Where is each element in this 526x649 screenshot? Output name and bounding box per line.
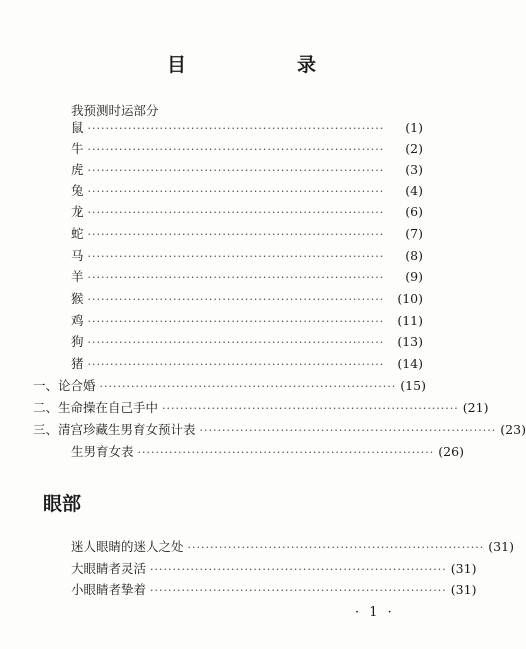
page-title: 目 录 <box>166 54 362 76</box>
toc-entry-page: (23) <box>500 422 526 437</box>
toc-entry <box>71 581 477 599</box>
leader-dots: ·································································· <box>99 380 397 393</box>
toc-entry-label: 一、论合婚 <box>33 378 96 393</box>
leader-dots: ·································································· <box>150 563 447 576</box>
toc-entry-page: (14) <box>397 356 423 371</box>
toc-entry-page: (9) <box>405 269 423 284</box>
toc-entry-page: (13) <box>397 334 423 349</box>
leader-dots: ·································································· <box>199 424 497 437</box>
leader-dots: ·································································· <box>87 164 385 177</box>
toc-entry <box>33 399 489 417</box>
chapter-heading: 眼部 <box>43 493 82 515</box>
toc-entry <box>71 312 423 330</box>
toc-entry-label: 生男育女表 <box>71 444 134 459</box>
toc-entry-label: 蛇 <box>71 226 84 241</box>
toc-entry-label: 三、清宫珍藏生男育女预计表 <box>33 422 196 437</box>
toc-entry-page: (6) <box>405 204 423 219</box>
toc-entry-label: 鼠 <box>71 120 84 135</box>
toc-entry <box>71 290 423 308</box>
toc-entry-page: (31) <box>488 539 514 554</box>
toc-entry-page: (31) <box>450 561 477 576</box>
leader-dots: ·································································· <box>87 228 385 241</box>
leader-dots: ·································································· <box>87 358 385 371</box>
section-title: 我预测时运部分 <box>71 103 159 118</box>
leader-dots: ·································································· <box>87 293 385 306</box>
toc-entry-page: (1) <box>405 120 423 135</box>
toc-entry-label: 兔 <box>71 183 84 198</box>
toc-entry-label: 迷人眼睛的迷人之处 <box>71 539 184 554</box>
toc-entry <box>71 538 514 556</box>
toc-entry <box>71 161 423 179</box>
toc-entry-page: (26) <box>438 444 464 459</box>
toc-entry-page: (21) <box>462 400 489 415</box>
toc-entry <box>71 247 423 265</box>
leader-dots: ·································································· <box>162 402 459 415</box>
toc-entry-label: 鸡 <box>71 313 84 328</box>
toc-entry-page: (10) <box>397 291 423 306</box>
toc-entry-label: 猪 <box>71 356 84 371</box>
toc-entry-page: (15) <box>400 378 426 393</box>
toc-entry <box>71 443 464 461</box>
toc-entry <box>33 421 526 439</box>
toc-entry-label: 龙 <box>71 204 84 219</box>
leader-dots: ·································································· <box>87 143 385 156</box>
leader-dots: ·································································· <box>87 185 385 198</box>
leader-dots: ·································································· <box>87 122 385 135</box>
toc-entry <box>71 268 423 286</box>
leader-dots: ·································································· <box>87 315 385 328</box>
page-number: · 1 · <box>355 605 395 620</box>
toc-entry-page: (8) <box>405 248 423 263</box>
toc-entry-page: (2) <box>405 141 423 156</box>
leader-dots: ·································································· <box>87 336 385 349</box>
leader-dots: ·································································· <box>137 446 435 459</box>
toc-entry-label: 羊 <box>71 269 84 284</box>
leader-dots: ·································································· <box>87 271 385 284</box>
toc-entry <box>71 225 423 243</box>
toc-entry <box>71 182 423 200</box>
toc-entry-label: 小眼睛者挚着 <box>71 582 147 597</box>
toc-entry-page: (4) <box>405 183 423 198</box>
toc-entry-label: 牛 <box>71 141 84 156</box>
toc-entry-page: (3) <box>405 162 423 177</box>
leader-dots: ·································································· <box>187 541 485 554</box>
toc-entry-page: (7) <box>405 226 423 241</box>
toc-entry <box>33 377 426 395</box>
toc-entry <box>71 355 423 373</box>
toc-entry-label: 马 <box>71 248 84 263</box>
toc-entry <box>71 203 423 221</box>
leader-dots: ·································································· <box>87 206 385 219</box>
leader-dots: ·································································· <box>87 250 385 263</box>
leader-dots: ·································································· <box>150 584 447 597</box>
toc-entry-label: 狗 <box>71 334 84 349</box>
toc-entry-label: 虎 <box>71 162 84 177</box>
toc-entry <box>71 560 477 578</box>
toc-entry-label: 猴 <box>71 291 84 306</box>
toc-entry <box>71 140 423 158</box>
toc-entry-page: (11) <box>397 313 423 328</box>
toc-entry-label: 二、生命操在自己手中 <box>33 400 159 415</box>
toc-entry-label: 大眼睛者灵活 <box>71 561 147 576</box>
toc-entry <box>71 333 423 351</box>
toc-entry-page: (31) <box>450 582 477 597</box>
toc-entry <box>71 119 423 137</box>
